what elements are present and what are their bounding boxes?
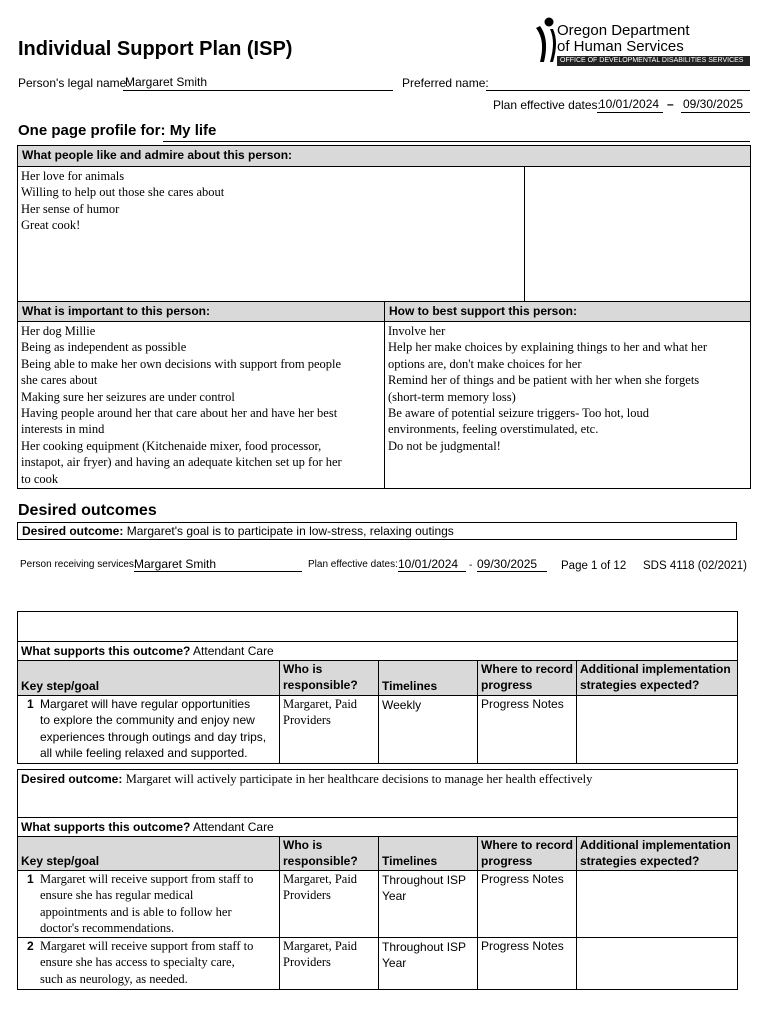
important-line: interests in mind (21, 422, 105, 437)
plan2-outcome-label: Desired outcome: (21, 772, 123, 786)
form-id: SDS 4118 (02/2021) (643, 560, 747, 572)
plan1-supports-value: Attendant Care (193, 644, 274, 658)
plan-start-date-field[interactable]: 10/01/2024 (597, 97, 663, 113)
profile-heading (18, 122, 216, 139)
col-header-where: Where to record progress (478, 837, 576, 870)
agency-office-bar: OFFICE OF DEVELOPMENTAL DISABILITIES SERVICES (557, 56, 750, 66)
step-record: Progress Notes (481, 872, 564, 886)
footer-date-sep: - (469, 560, 473, 571)
col-header-timelines: Timelines (379, 837, 477, 870)
plan2-supports-value: Attendant Care (193, 820, 274, 834)
agency-name-line1: Oregon Department (557, 22, 690, 39)
step-who: Margaret, Paid Providers (283, 872, 358, 903)
plan1-supports (21, 644, 274, 658)
admire-list (21, 168, 521, 234)
important-line: she cares about (21, 373, 98, 388)
legal-name-field[interactable]: Margaret Smith (123, 75, 393, 91)
support-line: (short-term memory loss) (388, 389, 516, 404)
col-header-additional: Additional implementation strategies expected? (577, 661, 737, 695)
admire-header: What people like and admire about this person: (18, 146, 750, 166)
plan-end-date-field[interactable]: 09/30/2025 (681, 97, 750, 113)
important-line: Her dog Millie (21, 324, 96, 338)
plan2-desired-outcome (21, 772, 733, 787)
preferred-name-field[interactable] (486, 75, 750, 91)
support-line: Involve her (388, 324, 446, 338)
page-number: Page 1 of 12 (561, 560, 627, 572)
important-header: What is important to this person: (18, 302, 384, 321)
legal-name-label: Person's legal name: (18, 76, 130, 90)
step-goal: Margaret will receive support from staff to ensure she has access to specialty care, such as neurology, as needed. (40, 939, 254, 986)
support-header: How to best support this person: (385, 302, 750, 321)
plan2-outcome-text: Margaret will actively participate in her healthcare decisions to manage her health effectively (125, 772, 593, 786)
step-timeline: Weekly (382, 698, 422, 712)
step-record: Progress Notes (481, 697, 564, 711)
col-header-timelines: Timelines (379, 661, 477, 695)
admire-item: Willing to help out those she cares about (21, 185, 225, 200)
step-record: Progress Notes (481, 939, 564, 953)
plan2-supports-label: What supports this outcome? (21, 820, 191, 834)
support-line: options are, don't make choices for her (388, 356, 582, 371)
important-line: Having people around her that care about her and have her best (21, 406, 338, 421)
support-line: Help her make choices by explaining things to her and what her (388, 340, 708, 355)
page-title: Individual Support Plan (ISP) (18, 38, 293, 60)
col-header-who: Who is responsible? (280, 837, 378, 870)
step-number: 2 (27, 939, 34, 953)
plan-dates-label: Plan effective dates: (493, 98, 601, 112)
step-timeline: Throughout ISP Year (382, 873, 467, 904)
footer-start-date-field[interactable]: 10/01/2024 (398, 557, 466, 572)
step-who: Margaret, Paid Providers (283, 697, 358, 728)
important-line: instapot, air fryer) and having an adequate kitchen set up for her (21, 455, 342, 470)
admire-item: Great cook! (21, 218, 81, 233)
footer-end-date-field[interactable]: 09/30/2025 (477, 557, 547, 572)
important-line: Being as independent as possible (21, 340, 187, 355)
important-line: Making sure her seizures are under control (21, 389, 235, 404)
first-outcome-label: Desired outcome: (22, 524, 124, 538)
important-line: to cook (21, 471, 59, 486)
plan1-row-1 (18, 696, 278, 762)
person-receiving-field[interactable]: Margaret Smith (134, 557, 302, 572)
plan1-supports-label: What supports this outcome? (21, 644, 191, 658)
plan2-supports (21, 820, 274, 834)
date-range-dash: – (667, 97, 674, 111)
step-timeline: Throughout ISP Year (382, 940, 467, 971)
first-desired-outcome (17, 522, 737, 540)
important-line: Being able to make her own decisions with support from people (21, 356, 342, 371)
col-header-who: Who is responsible? (280, 661, 378, 695)
important-line: Her cooking equipment (Kitchenaide mixer, food processor, (21, 438, 322, 453)
first-outcome-text: Margaret's goal is to participate in low-stress, relaxing outings (126, 524, 454, 538)
step-who: Margaret, Paid Providers (283, 939, 358, 970)
col-header-key-step: Key step/goal (18, 661, 279, 695)
profile-heading-underline (163, 141, 750, 142)
plan2-row-1 (18, 871, 278, 937)
person-receiving-label: Person receiving services: (20, 559, 137, 570)
footer-dates-label: Plan effective dates: (308, 559, 398, 570)
support-line: environments, feeling overstimulated, etc. (388, 422, 599, 437)
admire-item: Her sense of humor (21, 201, 120, 216)
support-line: Do not be judgmental! (388, 438, 501, 453)
agency-logo-icon (532, 16, 558, 64)
preferred-name-label: Preferred name: (402, 76, 489, 90)
plan2-row-2 (18, 938, 278, 988)
col-header-where: Where to record progress (478, 661, 576, 695)
step-number: 1 (27, 697, 34, 711)
desired-outcomes-heading: Desired outcomes (18, 502, 157, 519)
agency-name-line2: of Human Services (557, 38, 684, 55)
profile-heading-value: My life (169, 122, 217, 139)
step-goal: Margaret will receive support from staff to ensure she has regular medical appointments and is able to follow her doctor's recommendations. (40, 872, 254, 936)
support-line: Remind her of things and be patient with her when she forgets (388, 373, 700, 388)
admire-item: Her love for animals (21, 169, 125, 183)
profile-heading-label: One page profile for: (18, 122, 166, 139)
support-line: Be aware of potential seizure triggers- Too hot, loud (388, 406, 649, 421)
col-header-additional: Additional implementation strategies expected? (577, 837, 737, 870)
step-goal: Margaret will have regular opportunities to explore the community and enjoy new experiences through outings and day trips, all while feeling relaxed and supported. (40, 697, 267, 761)
support-list (388, 323, 748, 454)
step-number: 1 (27, 872, 34, 886)
col-header-key-step: Key step/goal (18, 837, 279, 870)
important-list (21, 323, 381, 487)
